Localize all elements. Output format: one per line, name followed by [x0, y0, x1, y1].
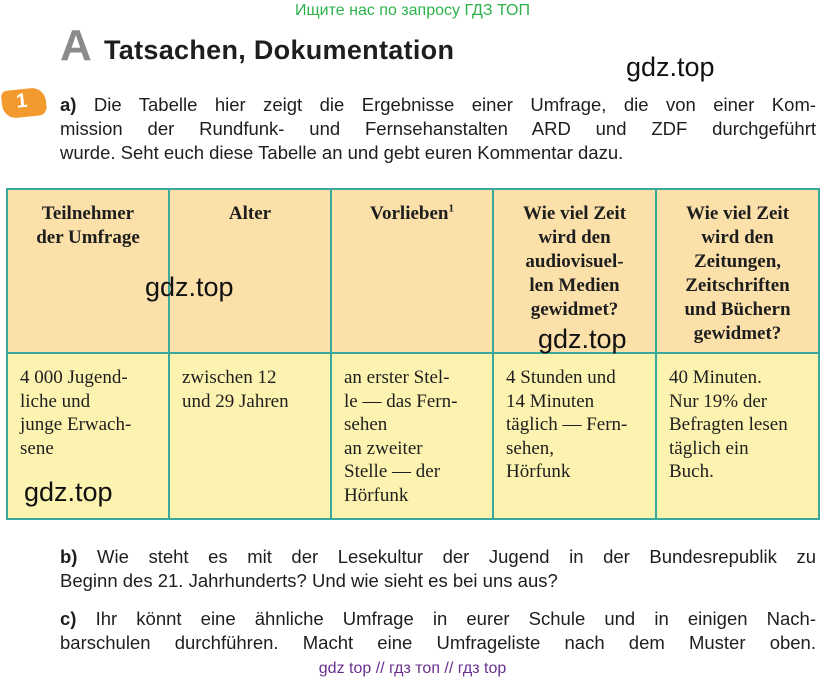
table-header-participants: Teilnehmer der Umfrage	[7, 189, 169, 353]
table-header-print-media-time: Wie viel Zeit wird den Zeitungen, Zeitschriften und Büchern gewidmet?	[656, 189, 819, 353]
task-b-label: b)	[60, 546, 78, 567]
task-c-label: c)	[60, 608, 77, 629]
table-header-av-media-time: Wie viel Zeit wird den audiovisuel- len Medien gewidmet?	[493, 189, 656, 353]
task-b-paragraph	[60, 545, 816, 593]
watermark: gdz.top	[145, 272, 234, 302]
task-c-paragraph	[60, 607, 816, 655]
footer-links: gdz top // гдз топ // гдз top	[318, 660, 507, 677]
task-c-line: barschulen durchführen. Macht eine Umfrageliste nach dem Muster oben.	[60, 632, 816, 653]
survey-table	[6, 188, 820, 520]
top-banner: Ищите нас по запросу ГДЗ ТОП	[295, 2, 530, 19]
footnote-mark: 1	[448, 202, 454, 215]
task-c-line: Ihr könnt eine ähnliche Umfrage in eurer Schule und in einigen Nach-	[95, 608, 816, 629]
table-header-row	[7, 189, 819, 353]
watermark: gdz.top	[24, 477, 113, 507]
table-cell-participants: 4 000 Jugend- liche und junge Erwach- sene	[7, 353, 169, 519]
task-number-badge	[1, 87, 48, 119]
task-a-line: Die Tabelle hier zeigt die Ergebnisse einer Umfrage, die von einer Kom-	[93, 94, 817, 115]
table-cell-print-media-time: 40 Minuten. Nur 19% der Befragten lesen täglich ein Buch.	[656, 353, 819, 519]
table-row	[7, 353, 819, 519]
task-a-line: mission der Rundfunk- und Fernsehanstalten ARD und ZDF durchgeführt	[60, 118, 816, 139]
section-title: Tatsachen, Dokumentation	[104, 35, 455, 65]
task-a-line: wurde. Seht euch diese Tabelle an und gebt euren Kommentar dazu.	[60, 142, 624, 163]
section-letter: A	[60, 21, 92, 70]
task-b-line: Beginn des 21. Jahrhunderts? Und wie sieht es bei uns aus?	[60, 570, 558, 591]
task-number: 1	[15, 89, 29, 113]
watermark: gdz.top	[626, 52, 715, 82]
watermark: gdz.top	[538, 324, 627, 354]
table-cell-av-media-time: 4 Stunden und 14 Minuten täglich — Fern- sehen, Hörfunk	[493, 353, 656, 519]
task-a-label: a)	[60, 94, 77, 115]
task-a-paragraph	[60, 93, 816, 165]
table-header-preferences-label: Vorlieben	[370, 203, 449, 224]
table-cell-age: zwischen 12 und 29 Jahren	[169, 353, 331, 519]
task-b-line: Wie steht es mit der Lesekultur der Jugend in der Bundesrepublik zu	[97, 546, 816, 567]
table-header-preferences	[331, 189, 493, 353]
table-header-age: Alter	[169, 189, 331, 353]
table-cell-preferences: an erster Stel- le — das Fern- sehen an zweiter Stelle — der Hörfunk	[331, 353, 493, 519]
